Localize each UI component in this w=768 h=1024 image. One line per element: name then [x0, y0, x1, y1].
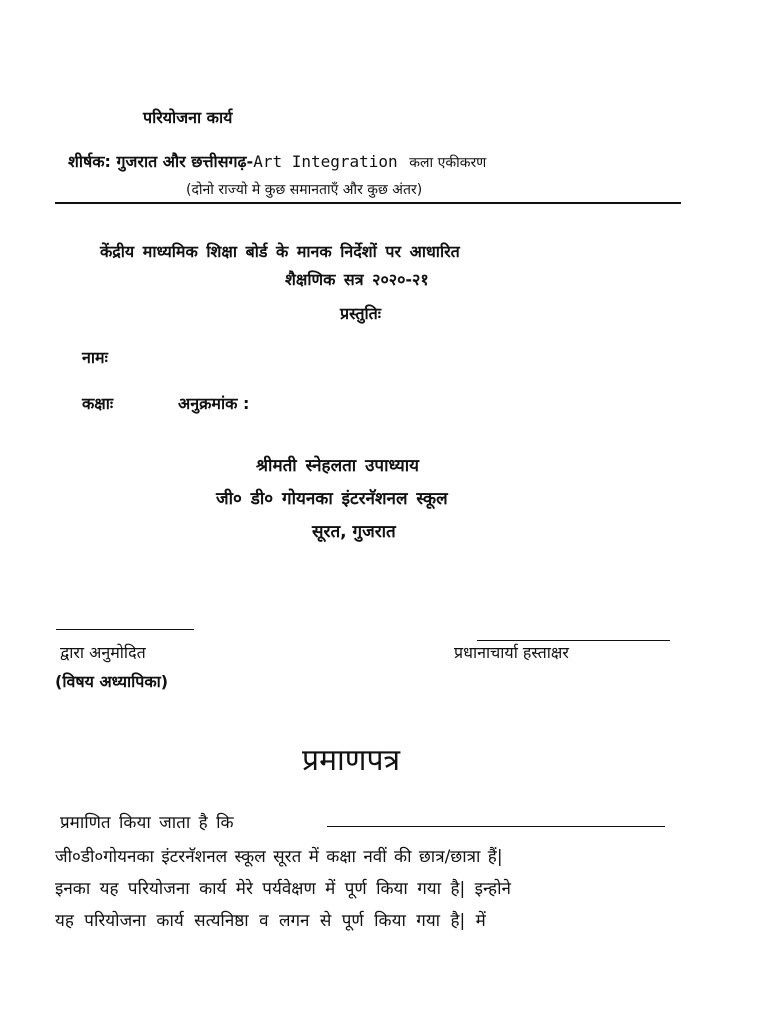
project-label: परियोजना कार्य: [143, 108, 233, 127]
board-line-2: शैक्षणिक सत्र २०२०-२१: [285, 270, 429, 289]
topic-hindi: गुजरात और छत्तीसगढ़-: [116, 152, 254, 171]
teacher-name: श्रीमती स्नेहलता उपाध्याय: [256, 456, 419, 476]
teacher-signature-line: [56, 629, 194, 630]
school-name: जी० डी० गोयनका इंटरनॅशनल स्कूल: [216, 489, 448, 509]
school-city: सूरत, गुजरात: [312, 522, 396, 542]
board-line-1: केंद्रीय माध्यमिक शिक्षा बोर्ड के मानक निर्देशों पर आधारित: [100, 242, 460, 261]
topic-label: शीर्षक:: [68, 152, 111, 171]
topic-subtitle: (दोनो राज्यो मे कुछ समानताएँ और कुछ अंतर): [186, 182, 423, 198]
subject-teacher-label: (विषय अध्यापिका): [55, 672, 169, 691]
class-label: कक्षाः: [82, 394, 114, 413]
certificate-line-4: यह परियोजना कार्य सत्यनिष्ठा व लगन से पूर्ण किया गया है| में: [55, 911, 486, 931]
topic-line: [68, 150, 486, 172]
certificate-line-1: प्रमाणित किया जाता है कि: [60, 813, 234, 833]
student-name-blank: [327, 826, 665, 827]
certificate-line-2: जी०डी०गोयनका इंटरनॅशनल स्कूल सूरत में कक्षा नवीं की छात्र/छात्रा हैं|: [55, 847, 503, 867]
topic-suffix: कला एकीकरण: [409, 155, 487, 171]
approved-by-label: द्वारा अनुमोदित: [60, 643, 146, 662]
name-label: नामः: [82, 348, 108, 367]
presented-by: प्रस्तुतिः: [340, 304, 381, 323]
certificate-line-3: इनका यह परियोजना कार्य मेरे पर्यवेक्षण में पूर्ण किया गया है| इन्होने: [55, 879, 511, 899]
principal-signature-label: प्रधानाचार्या हस्ताक्षर: [454, 643, 569, 662]
header-divider: [55, 202, 681, 204]
roll-number-label: अनुक्रमांक :: [178, 394, 250, 413]
certificate-title: प्रमाणपत्र: [302, 743, 401, 778]
topic-english: Art Integration: [253, 152, 398, 171]
